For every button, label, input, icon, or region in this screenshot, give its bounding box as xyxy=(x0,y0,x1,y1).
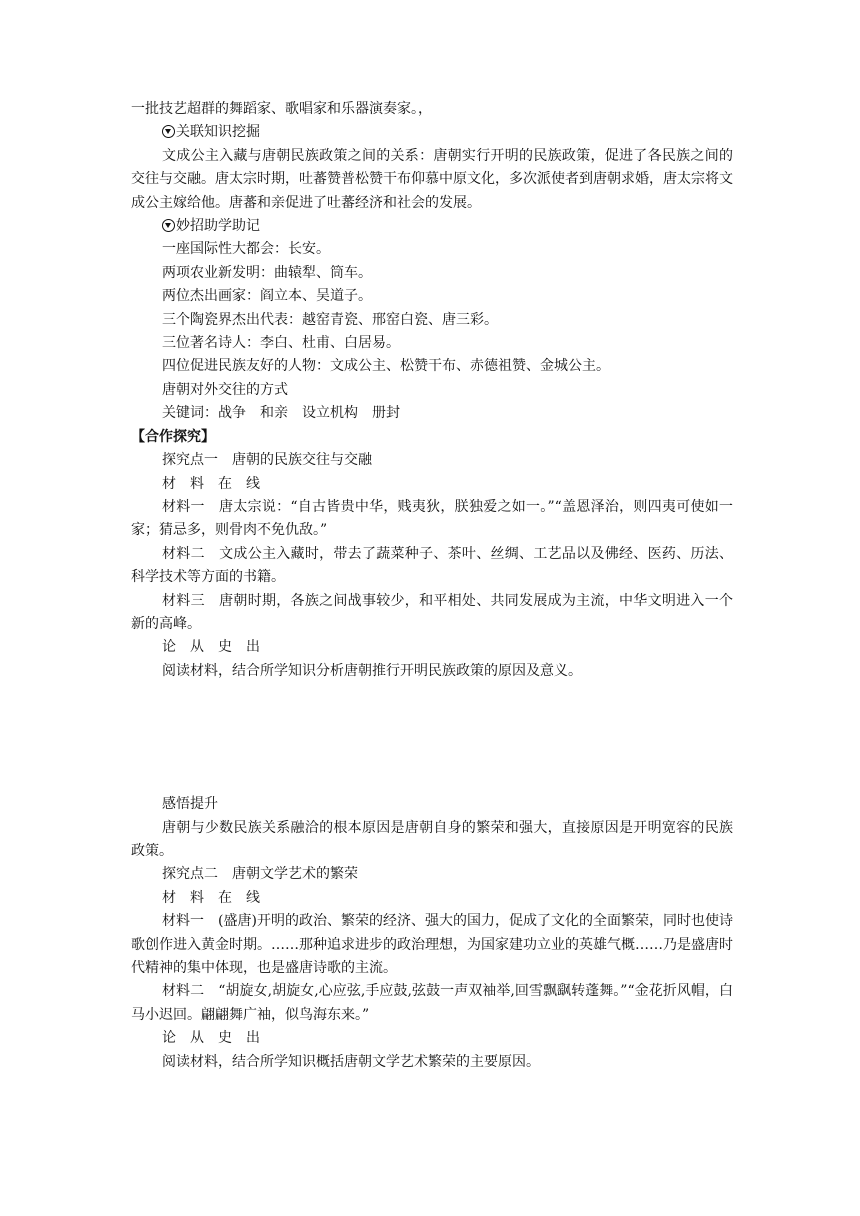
document-page xyxy=(131,98,733,1074)
point2-material-2: 材料二 “胡旋女,胡旋女,心应弦,手应鼓,弦鼓一声双袖举,回雪飘飖转蓬舞。”“金花折风帽，白马小迟回。翩翩舞广袖，似鸟海东来。” xyxy=(131,983,733,1023)
memory-tips-heading xyxy=(131,215,733,238)
memory-item: 一座国际性大都会：长安。 xyxy=(162,241,330,258)
memory-item: 两项农业新发明：曲辕犁、筒车。 xyxy=(162,264,372,281)
continuation-line: 一批技艺超群的舞蹈家、歌唱家和乐器演奏家。， xyxy=(131,101,432,117)
memory-item: 三个陶瓷界杰出代表：越窑青瓷、邢窑白瓷、唐三彩。 xyxy=(162,311,498,328)
point1-material-1: 材料一 唐太宗说：“自古皆贵中华，贱夷狄，朕独爱之如一。”“盖恩泽治，则四夷可使如一家；猜忌多，则骨肉不免仇敌。” xyxy=(131,498,733,539)
point1-material-3: 材料三 唐朝时期，各族之间战事较少，和平相处、共同发展成为主流，中华文明进入一个新的高峰。 xyxy=(131,592,733,632)
insight-text: 唐朝与少数民族关系融洽的根本原因是唐朝自身的繁荣和强大，直接原因是开明宽容的民族政策。 xyxy=(131,819,733,859)
point1-material-2: 材料二 文成公主入藏时，带去了蔬菜种子、茶叶、丝绸、工艺品以及佛经、医药、历法、科学技术等方面的书籍。 xyxy=(131,545,733,586)
circle-arrow-down-icon xyxy=(162,219,175,232)
point1-history-heading: 论从史出 xyxy=(162,639,274,656)
memory-item: 三位著名诗人：李白、杜甫、白居易。 xyxy=(162,335,400,352)
answer-space xyxy=(131,683,733,793)
memory-tips-title: 妙招助学助记 xyxy=(176,218,260,235)
point2-material-online: 材料在线 xyxy=(162,889,274,906)
point2-material-1: 材料一 (盛唐)开明的政治、繁荣的经济、强大的国力，促成了文化的全面繁荣，同时也使诗歌创作进入黄金时期。……那种追求进步的政治理想，为国家建功立业的英雄气概……乃是盛唐时代精神的集中体现，也是盛唐诗歌的主流。 xyxy=(131,913,733,976)
memory-item: 两位杰出画家：阎立本、吴道子。 xyxy=(162,288,372,305)
memory-item: 关键词：战争 和亲 设立机构 册封 xyxy=(162,405,400,422)
memory-item: 唐朝对外交往的方式 xyxy=(162,381,288,398)
related-knowledge-text: 文成公主入藏与唐朝民族政策之间的关系：唐朝实行开明的民族政策，促进了各民族之间的交往与交融。唐太宗时期，吐蕃赞普松赞干布仰慕中原文化，多次派使者到唐朝求婚，唐太宗将文成公主嫁给他。唐蕃和亲促进了吐蕃经济和社会的发展。 xyxy=(131,147,733,211)
point2-history-heading: 论从史出 xyxy=(162,1030,274,1047)
related-knowledge-heading xyxy=(131,121,733,144)
memory-item: 四位促进民族友好的人物：文成公主、松赞干布、赤德祖赞、金城公主。 xyxy=(162,358,610,375)
point2-question: 阅读材料，结合所学知识概括唐朝文学艺术繁荣的主要原因。 xyxy=(162,1053,540,1070)
related-knowledge-title: 关联知识挖掘 xyxy=(176,124,260,141)
circle-arrow-down-icon xyxy=(162,125,175,138)
cooperation-title: 【合作探究】 xyxy=(131,428,215,445)
insight-title: 感悟提升 xyxy=(162,796,218,813)
point2-title: 探究点二 唐朝文学艺术的繁荣 xyxy=(162,866,358,883)
point1-material-online: 材料在线 xyxy=(162,475,274,492)
point1-question: 阅读材料，结合所学知识分析唐朝推行开明民族政策的原因及意义。 xyxy=(162,662,582,679)
point1-title: 探究点一 唐朝的民族交往与交融 xyxy=(162,452,372,469)
